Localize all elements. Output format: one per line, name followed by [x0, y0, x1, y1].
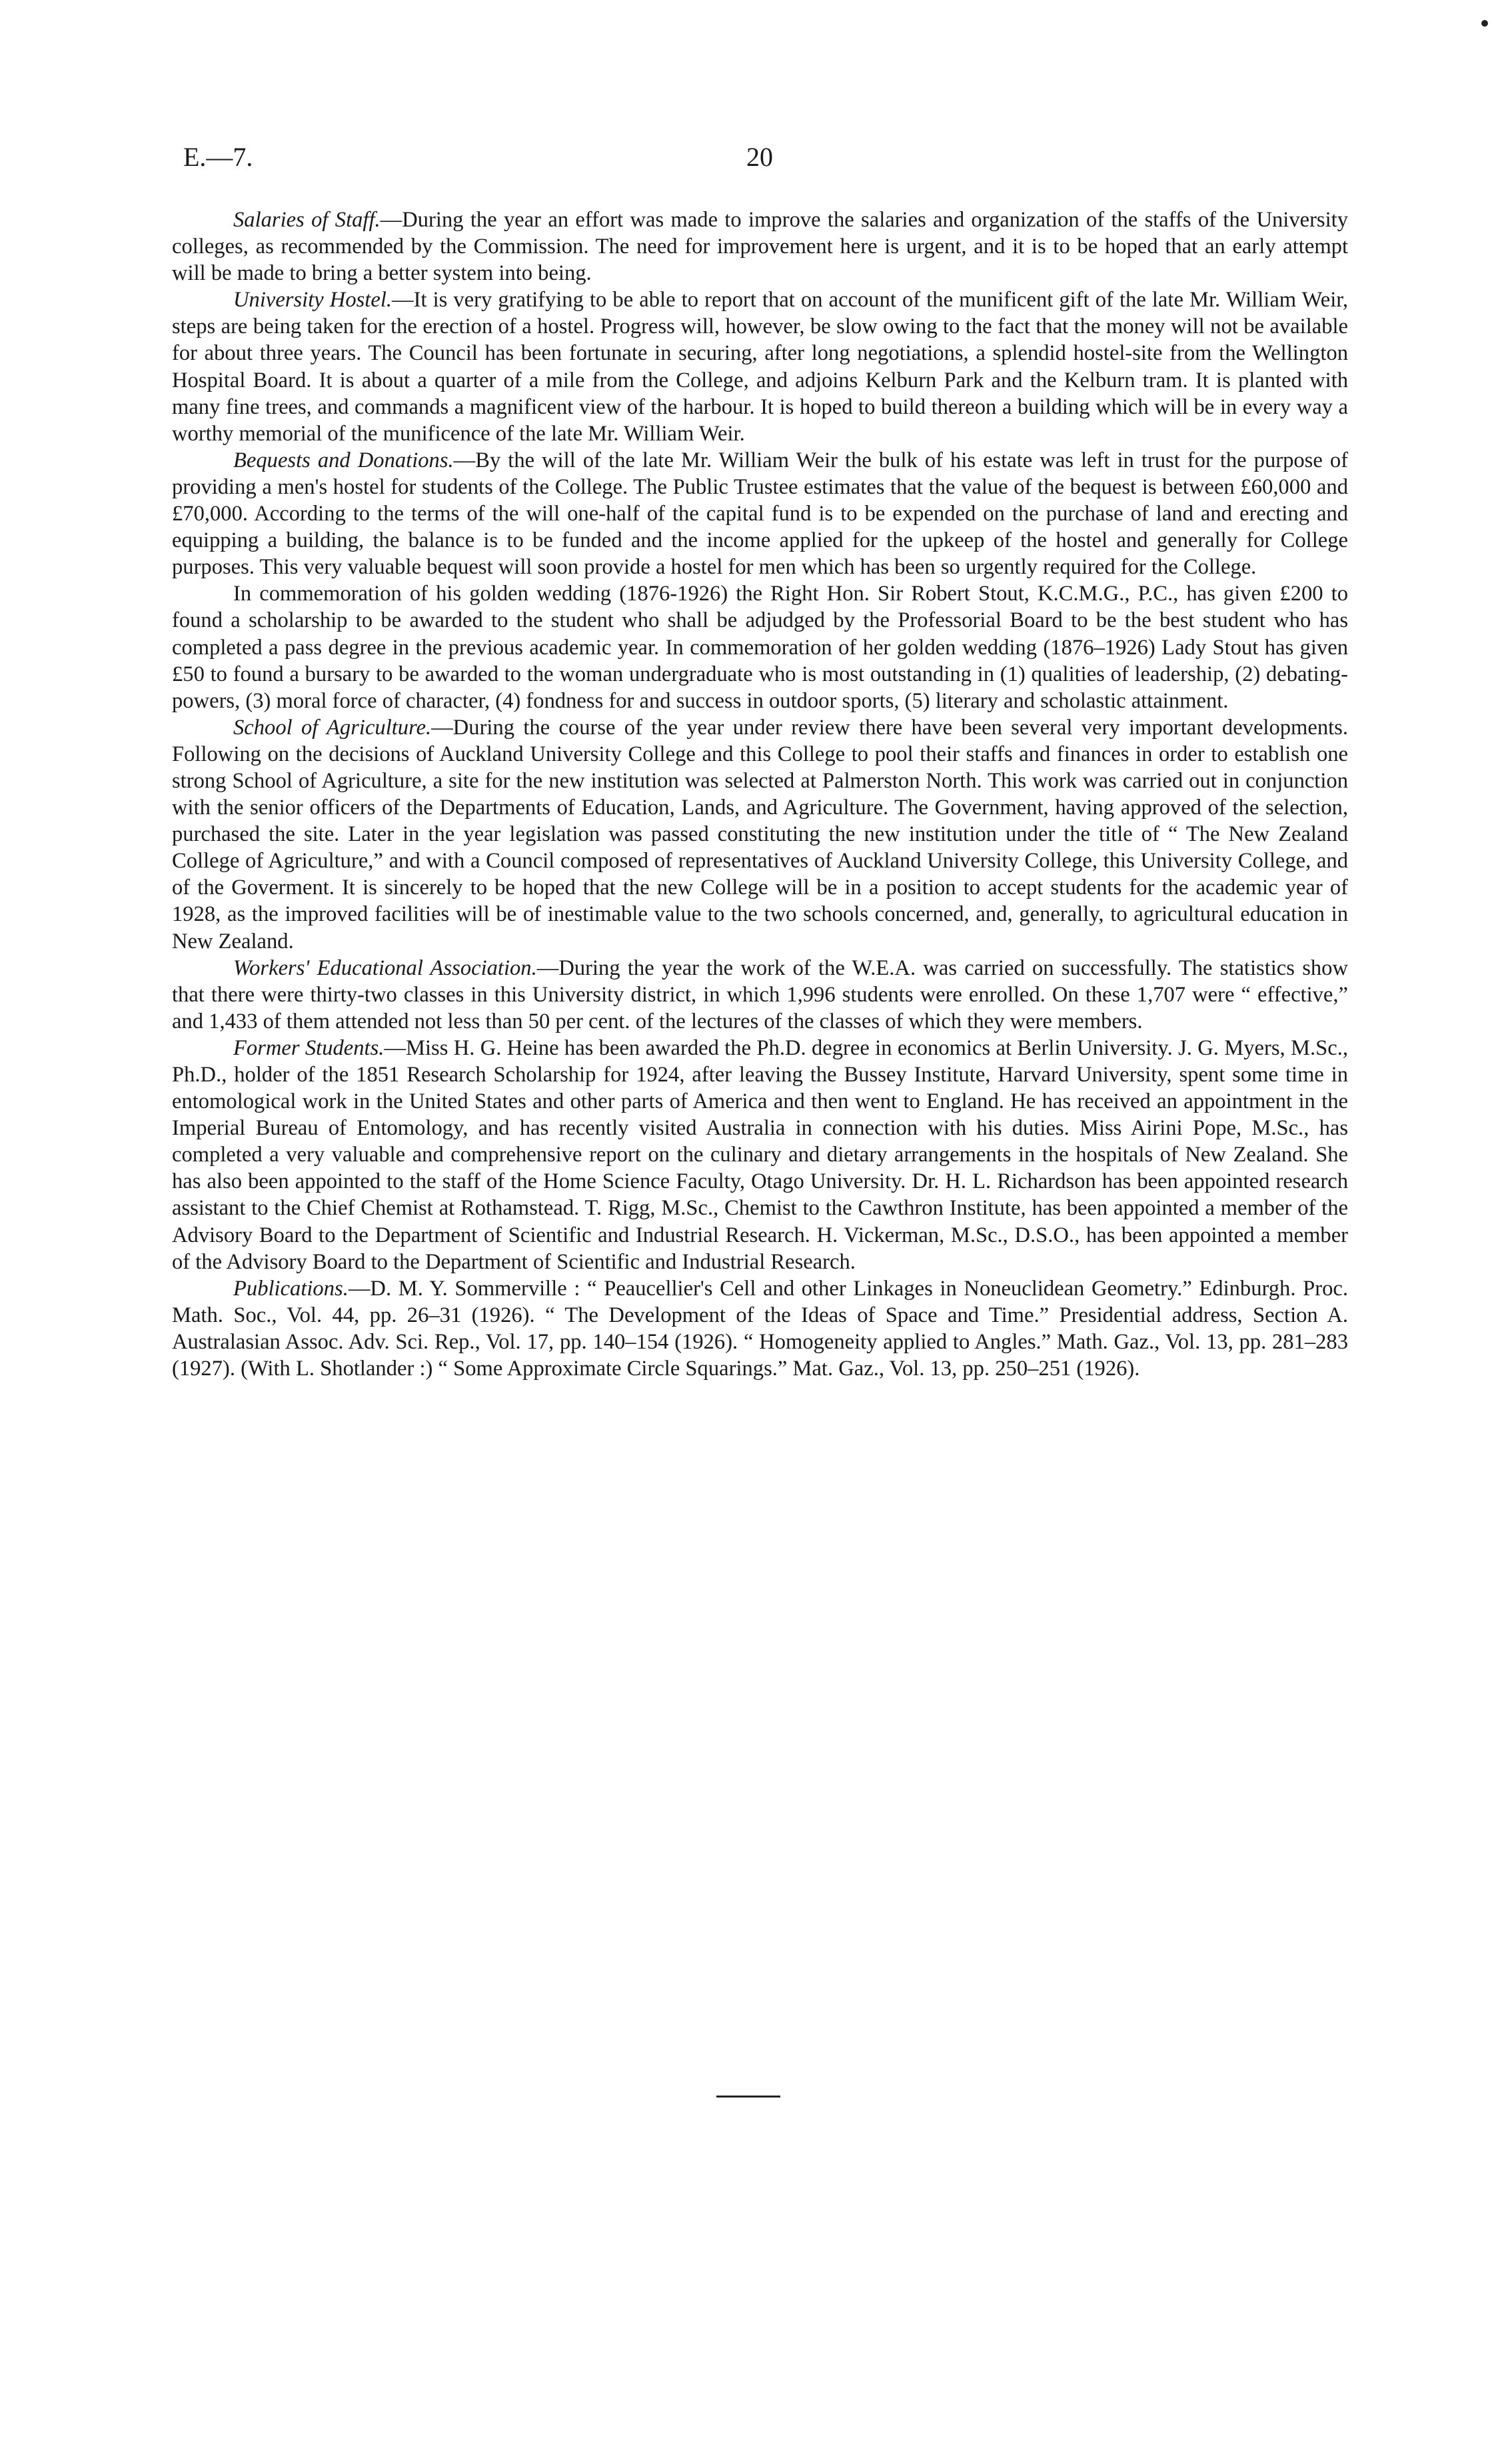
paragraph-heading: University Hostel.	[233, 288, 392, 312]
paragraph-heading: Bequests and Donations.	[233, 448, 454, 472]
paragraph-heading: Publications.	[233, 1276, 349, 1301]
paragraph-heading: School of Agriculture.	[233, 715, 432, 740]
paragraph-golden-wedding	[172, 580, 1348, 714]
closing-rule	[716, 2096, 780, 2098]
paragraph-publications	[172, 1275, 1348, 1382]
paragraph-text: —By the will of the late Mr. William Weir the bulk of his estate was left in trust for the purpose of providing a men's hostel for students of the College. The Public Trustee estimates that the value of the bequest is between £60,000 and £70,000. According to the terms of the will one-half of the capital fund is to be expended on the purchase of land and erecting and equipping a building, the balance is to be funded and the income applied for the upkeep of the hostel and generally for College purposes. This very valuable bequest will soon provide a hostel for men which has been so urgently required for the College.	[172, 448, 1349, 580]
paragraph-text: —It is very gratifying to be able to report that on account of the munificent gift of the late Mr. William Weir, steps are being taken for the erection of a hostel. Progress will, however, be slow owing to the fact that the money will not be available for about three years. The Council has been fortunate in securing, after long negotiations, a splendid hostel-site from the Wellington Hospital Board. It is about a quarter of a mile from the College, and adjoins Kelburn Park and the Kelburn tram. It is planted with many fine trees, and commands a magnificent view of the harbour. It is hoped to build thereon a building which will be in every way a worthy memorial of the munificence of the late Mr. William Weir.	[172, 288, 1348, 446]
paragraph-heading: Workers' Educational Association.	[233, 955, 537, 980]
paragraph-text: In commemoration of his golden wedding (1876-1926) the Right Hon. Sir Robert Stout, K.C.M.G., P.C., has given £200 to found a scholarship to be awarded to the student who shall be adjudged by the Professorial Board to be the best student who has completed a pass degree in the previous academic year. In commemoration of her golden wedding (1876–1926) Lady Stout has given £50 to found a bursary to be awarded to the woman undergraduate who is most outstanding in (1) qualities of leadership, (2) debating-powers, (3) moral force of character, (4) fondness for and success in outdoor sports, (5) literary and scholastic attainment.	[172, 582, 1348, 713]
paragraph-text: —During the course of the year under review there have been several very important developments. Following on the decisions of Auckland University College and this College to pool their staffs and finances in order to establish one strong School of Agriculture, a site for the new institution was selected at Palmerston North. This work was carried out in conjunction with the senior officers of the Departments of Education, Lands, and Agriculture. The Government, having approved of the selection, purchased the site. Later in the year legislation was passed constituting the new institution under the title of “ The New Zealand College of Agriculture,” and with a Council composed of representatives of Auckland University College, this University College, and of the Goverment. It is sincerely to be hoped that the new College will be in a position to accept students for the academic year of 1928, as the improved facilities will be of inestimable value to the two schools concerned, and, generally, to agricultural education in New Zealand.	[172, 715, 1348, 953]
paragraph-text: —During the year an effort was made to improve the salaries and organization of the staffs of the University colleges, as recommended by the Commission. The need for improvement here is urgent, and it is to be hoped that an early attempt will be made to bring a better system into being.	[172, 208, 1348, 286]
page-number: 20	[746, 142, 773, 172]
paragraph-workers-educational-association	[172, 955, 1348, 1035]
paragraph-text: —Miss H. G. Heine has been awarded the Ph.D. degree in economics at Berlin University. J. G. Myers, M.Sc., Ph.D., holder of the 1851 Research Scholarship for 1924, after leaving the Bussey Institute, Harvard University, spent some time in entomological work in the United States and other parts of America and then went to England. He has received an appointment in the Imperial Bureau of Entomology, and has recently visited Australia in connection with his duties. Miss Airini Pope, M.Sc., has completed a very valuable and comprehensive report on the culinary and dietary arrangements in the hospitals of New Zealand. She has also been appointed to the staff of the Home Science Faculty, Otago University. Dr. H. L. Richardson has been appointed research assistant to the Chief Chemist at Rothamstead. T. Rigg, M.Sc., Chemist to the Cawthron Institute, has been appointed a member of the Advisory Board to the Department of Scientific and Industrial Research. H. Vickerman, M.Sc., D.S.O., has been appointed a member of the Advisory Board to the Department of Scientific and Industrial Research.	[172, 1035, 1349, 1274]
paragraph-text: —D. M. Y. Sommerville : “ Peaucellier's Cell and other Linkages in Noneuclidean Geometry.” Edinburgh. Proc. Math. Soc., Vol. 44, pp. 26–31 (1926). “ The Development of the Ideas of Space and Time.” Presidential address, Section A. Australasian Assoc. Adv. Sci. Rep., Vol. 17, pp. 140–154 (1926). “ Homogeneity applied to Angles.” Math. Gaz., Vol. 13, pp. 281–283 (1927). (With L. Shotlander :) “ Some Approximate Circle Squarings.” Mat. Gaz., Vol. 13, pp. 250–251 (1926).	[172, 1276, 1348, 1381]
paragraph-former-students	[172, 1035, 1348, 1275]
paragraph-school-of-agriculture	[172, 714, 1348, 955]
paragraph-heading: Salaries of Staff.	[233, 208, 380, 232]
paragraph-salaries-of-staff	[172, 207, 1348, 287]
paragraph-bequests-and-donations	[172, 447, 1348, 580]
paragraph-heading: Former Students.	[233, 1035, 384, 1060]
paragraph-university-hostel	[172, 287, 1348, 447]
page-mark	[1481, 20, 1488, 27]
body-text	[172, 207, 1348, 1382]
paragraph-text: —During the year the work of the W.E.A. was carried on successfully. The statistics show that there were thirty-two classes in this University district, in which 1,996 students were enrolled. On these 1,707 were “ effective,” and 1,433 of them attended not less than 50 per cent. of the lectures of the classes of which they were members.	[172, 955, 1348, 1033]
document-reference: E.—7.	[183, 142, 253, 172]
page-header	[183, 141, 1356, 181]
